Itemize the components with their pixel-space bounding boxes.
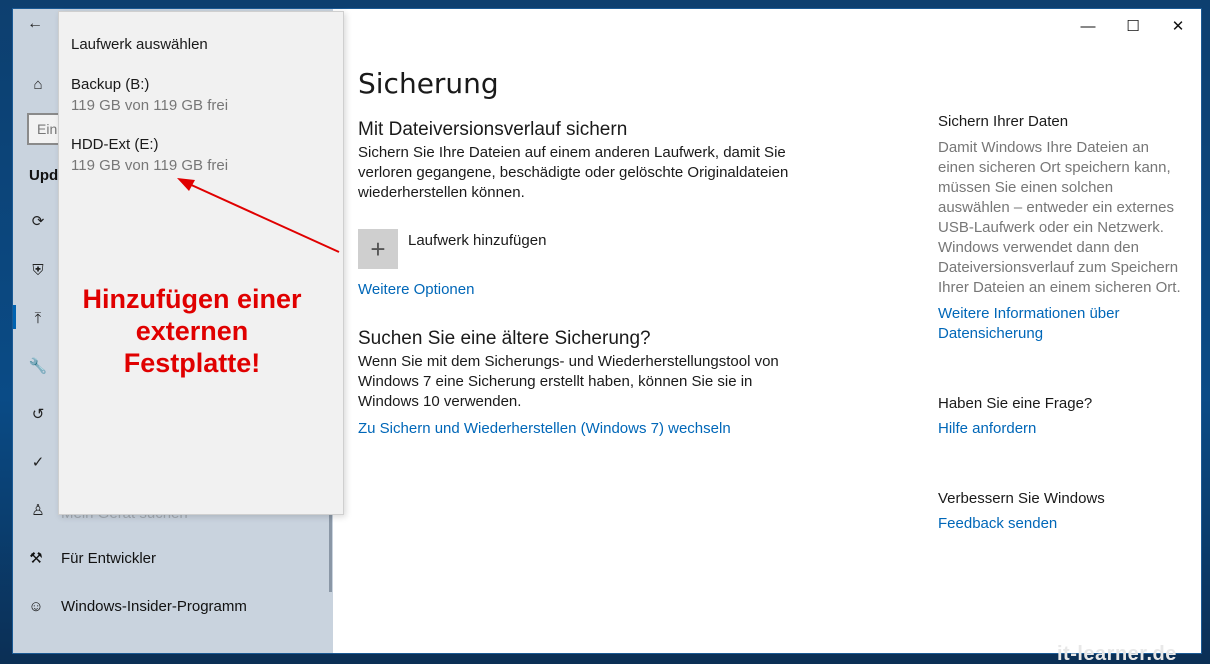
protect-heading: Sichern Ihrer Daten xyxy=(938,113,1069,130)
drive-name: Backup (B:) xyxy=(71,76,150,93)
active-indicator xyxy=(13,305,16,329)
activation-check-icon[interactable]: ✓ xyxy=(31,454,45,471)
question-heading: Haben Sie eine Frage? xyxy=(938,395,1093,412)
maximize-button[interactable]: ☐ xyxy=(1126,18,1140,35)
shield-icon[interactable]: ⛨ xyxy=(32,261,44,279)
sidebar-item-label: Für Entwickler xyxy=(61,549,157,567)
sidebar-scrollbar[interactable] xyxy=(329,514,332,592)
annotation-text xyxy=(71,283,313,379)
settings-window xyxy=(12,8,1202,664)
backup-section-title: Mit Dateiversionsverlauf sichern xyxy=(358,119,628,140)
drive-free-space: 119 GB von 119 GB frei xyxy=(71,97,229,114)
question-panel xyxy=(938,395,1188,437)
get-help-link[interactable]: Hilfe anfordern xyxy=(938,420,1037,437)
search-placeholder: Ein xyxy=(37,121,58,137)
wrench-icon[interactable]: 🔧 xyxy=(28,358,48,375)
close-button[interactable]: ✕ xyxy=(1171,18,1185,35)
older-backup-text: Wenn Sie mit dem Sicherungs- und Wiederherstellungstool von Windows 7 eine Sicherung erstellt haben, können Sie sie in Windows 10 verwenden. xyxy=(358,353,779,410)
protect-text: Damit Windows Ihre Dateien an einen sicheren Ort speichern kann, müssen Sie einen solchen auswählen – entweder ein externes USB-Laufwerk oder ein Netzwerk. Windows verwendet dann den Dateiversionsverlauf zum Speichern Ihrer Dateien an einem sicheren Ort. xyxy=(938,139,1181,296)
more-info-link[interactable]: Weitere Informationen über Datensicherung xyxy=(938,305,1120,342)
insider-cat-icon: ☺ xyxy=(28,597,44,615)
sidebar-item-insider[interactable] xyxy=(25,586,325,626)
developer-tools-icon: ⚒ xyxy=(29,550,43,567)
watermark: it-learner.de xyxy=(1057,643,1177,664)
annotation-line: Hinzufügen einer xyxy=(82,284,302,314)
add-drive-label[interactable]: Laufwerk hinzufügen xyxy=(408,232,547,249)
home-icon[interactable]: ⌂ xyxy=(33,75,43,93)
drive-option-hdd-ext[interactable] xyxy=(71,136,228,174)
drive-option-backup[interactable] xyxy=(71,76,228,114)
sidebar-item-developers[interactable] xyxy=(25,538,325,578)
windows-update-icon[interactable]: ⟳ xyxy=(31,213,45,230)
drive-free-space: 119 GB von 119 GB frei xyxy=(71,157,229,174)
minimize-button[interactable]: — xyxy=(1080,17,1096,35)
more-options-link[interactable]: Weitere Optionen xyxy=(358,281,475,298)
backup-section-text: Sichern Sie Ihre Dateien auf einem anderen Laufwerk, damit Sie verloren gegangene, beschädigte oder gelöschte Originaldateien wiederherstellen können. xyxy=(358,144,789,201)
sidebar-item-label: Windows-Insider-Programm xyxy=(61,597,247,615)
history-icon[interactable]: ↺ xyxy=(31,406,45,423)
drive-name: HDD-Ext (E:) xyxy=(71,136,159,153)
backup-arrow-up-icon[interactable]: ⤒ xyxy=(34,309,42,327)
flyout-title: Laufwerk auswählen xyxy=(71,36,208,53)
windows7-backup-link[interactable]: Zu Sichern und Wiederherstellen (Windows 7) wechseln xyxy=(358,420,731,437)
annotation-line: externen xyxy=(135,316,249,346)
feedback-link[interactable]: Feedback senden xyxy=(938,515,1058,532)
drive-select-flyout xyxy=(58,11,344,515)
improve-heading: Verbessern Sie Windows xyxy=(938,490,1105,507)
find-device-person-icon[interactable]: ♙ xyxy=(31,502,45,519)
back-arrow-icon[interactable]: ← xyxy=(27,15,43,32)
protect-data-panel xyxy=(938,113,1188,344)
plus-icon: + xyxy=(370,233,386,264)
annotation-line: Festplatte! xyxy=(123,348,261,378)
older-backup-title: Suchen Sie eine ältere Sicherung? xyxy=(358,328,651,349)
add-drive-button[interactable] xyxy=(358,229,398,269)
page-title: Sicherung xyxy=(358,67,499,100)
improve-panel xyxy=(938,490,1188,532)
sidebar-heading: Upd xyxy=(29,167,59,184)
